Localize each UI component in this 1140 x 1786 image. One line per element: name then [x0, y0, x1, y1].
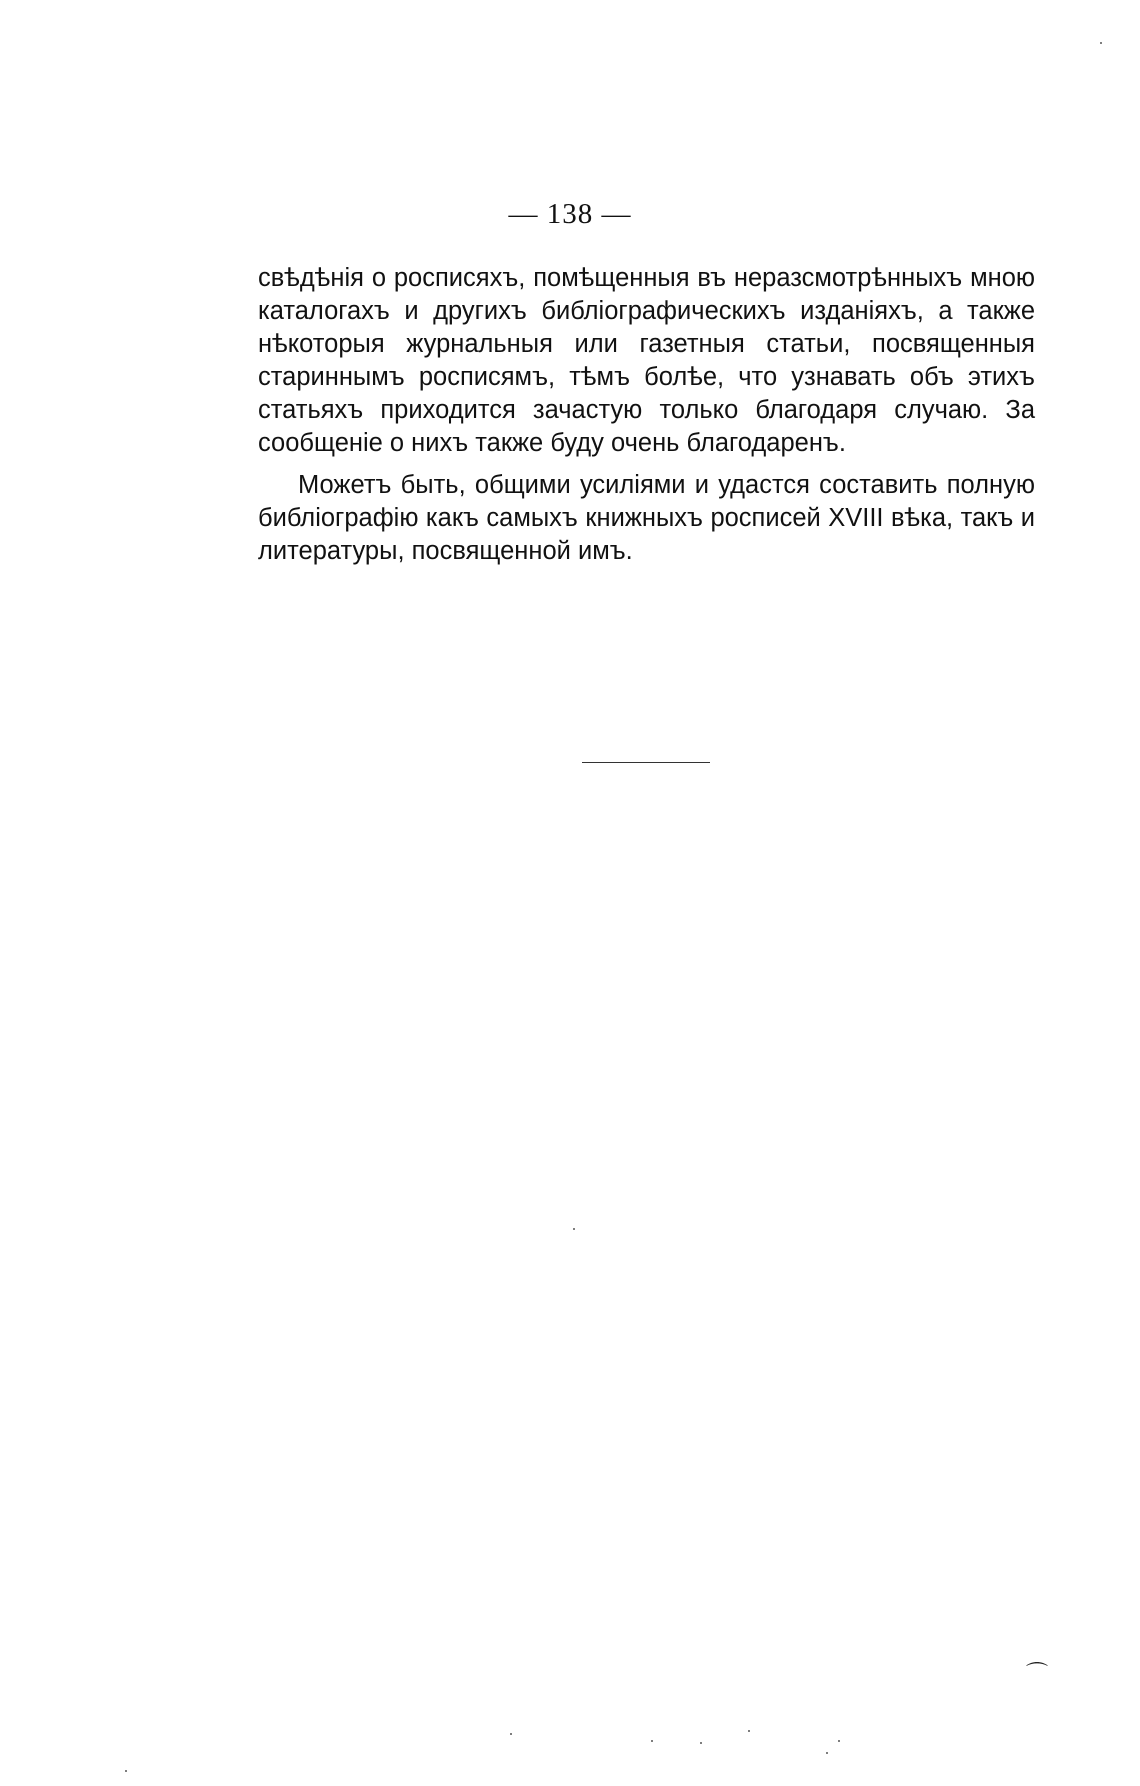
paragraph-continuation: свѣдѣнія о росписяхъ, помѣщенныя въ неразсмотрѣнныхъ мною каталогахъ и другихъ библіографическихъ изданіяхъ, а также нѣкоторыя журнальныя или газетныя статьи, посвященныя стариннымъ росписямъ, тѣмъ болѣе, что узнавать объ этихъ статьяхъ приходится зачастую только благодаря случаю. За сообщеніе о нихъ также буду очень благодаренъ.: [258, 264, 1035, 457]
scan-speck: [826, 1752, 828, 1754]
body-text: [258, 262, 1035, 568]
section-end-rule: [582, 762, 710, 763]
scan-speck: [573, 1228, 575, 1230]
scan-speck: [510, 1733, 512, 1735]
scan-speck: [125, 1770, 127, 1772]
scan-mark-icon: ⌒: [1026, 1662, 1049, 1687]
page-number: — 138 —: [508, 198, 632, 230]
paragraph-closing: Можетъ быть, общими усиліями и удастся составить полную библіографію какъ самыхъ книжныхъ росписей XVIII вѣка, такъ и литературы, посвященной имъ.: [258, 471, 1035, 565]
scan-speck: [748, 1730, 750, 1732]
scan-speck: [700, 1742, 702, 1744]
scan-speck: [651, 1740, 653, 1742]
scan-speck: [1100, 42, 1102, 44]
scan-speck: [838, 1740, 840, 1742]
